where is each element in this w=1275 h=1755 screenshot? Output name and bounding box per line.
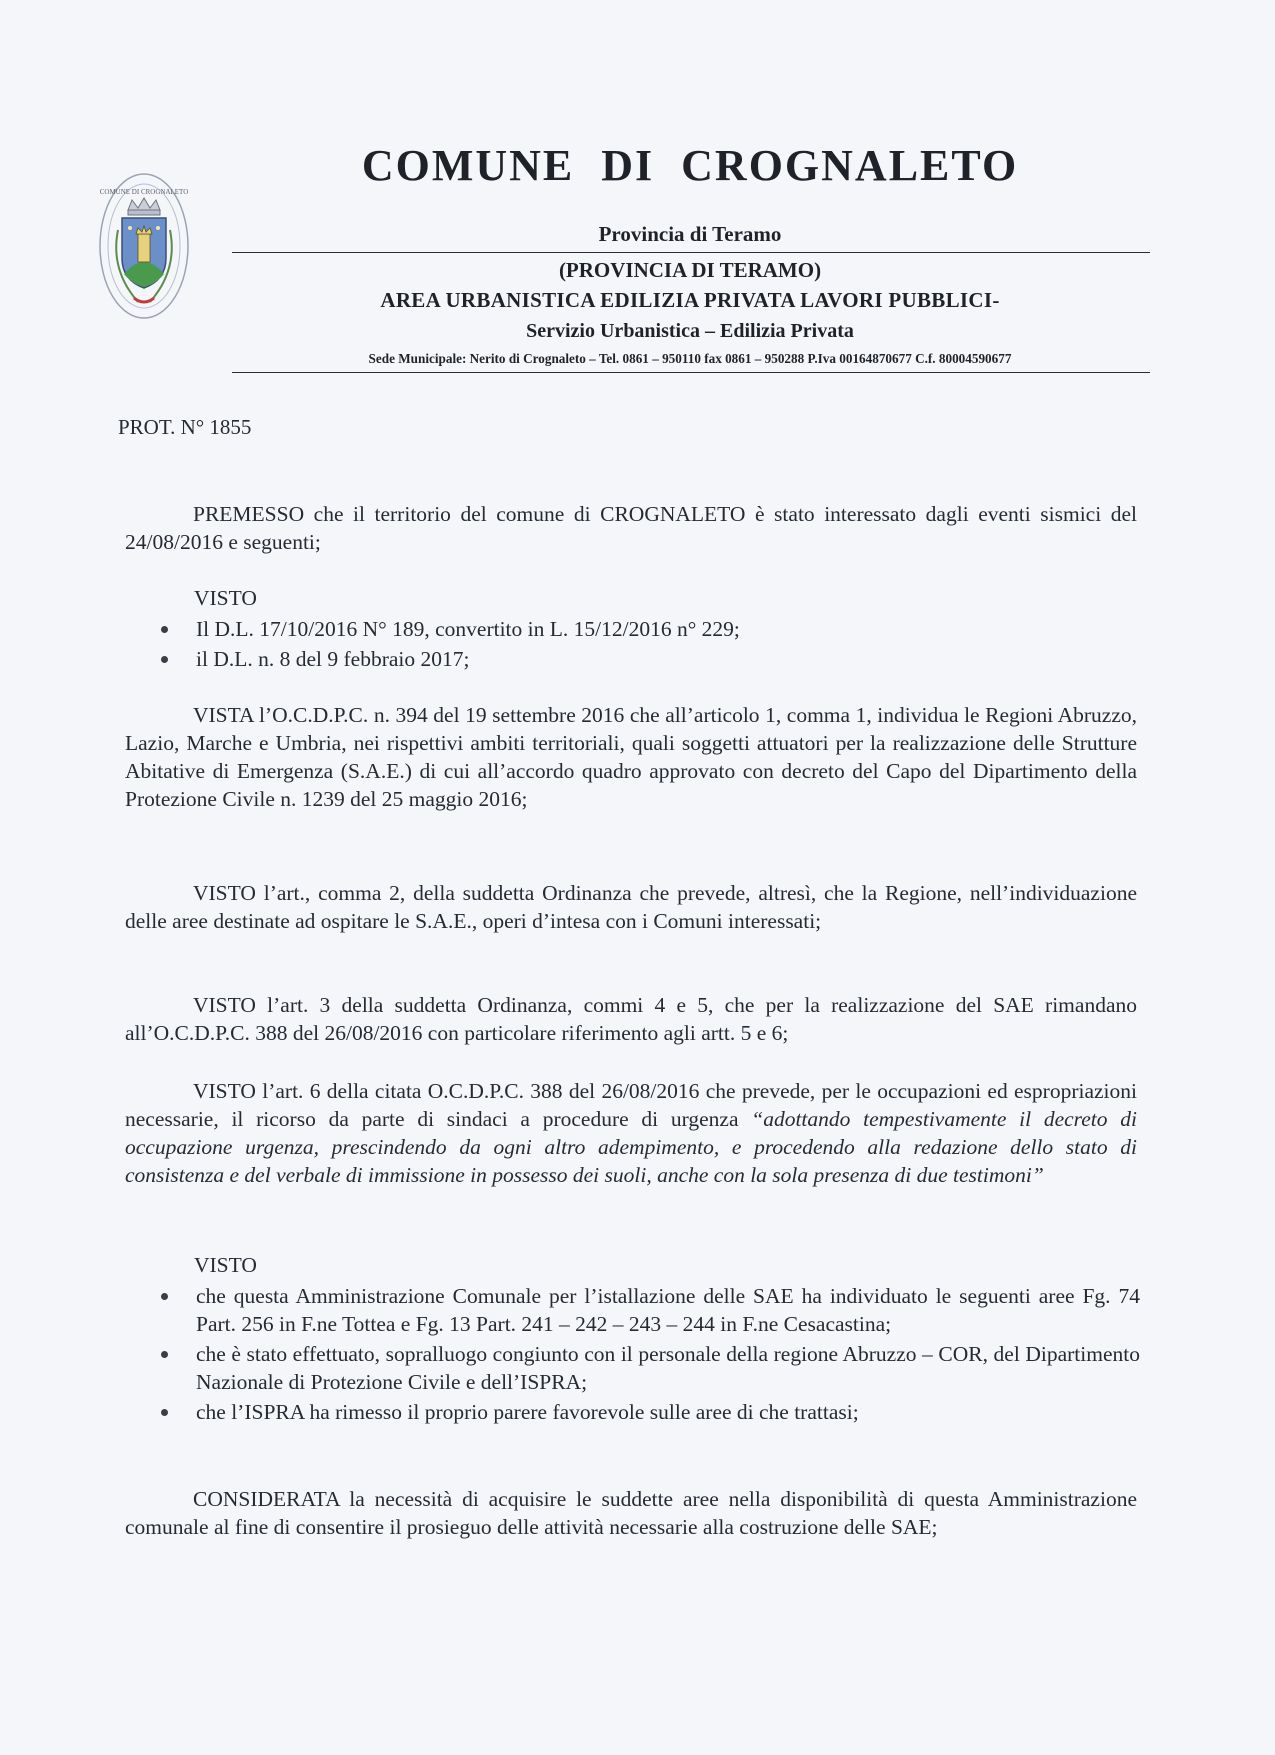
list-item: il D.L. n. 8 del 9 febbraio 2017; — [160, 645, 1140, 673]
list-item: che è stato effettuato, sopralluogo congiunto con il personale della regione Abruzzo – COR, del Dipartimento Nazionale di Protezione Civile e dell’ISPRA; — [160, 1340, 1140, 1396]
art6-quote: “adottando tempestivamente il decreto di occupazione urgenza, prescindendo da ogni altro adempimento, e procedendo alla redazione dello stato di consistenza e del verbale di immissione in possesso dei suoli, anche con la sola presenza di due testimoni” — [125, 1107, 1137, 1187]
province-line: Provincia di Teramo — [598, 222, 782, 246]
service-line: Servizio Urbanistica – Edilizia Privata — [526, 320, 854, 342]
visto-list-1 — [160, 615, 1140, 675]
list-item: che l’ISPRA ha rimesso il proprio parere favorevole sulle aree di che trattasi; — [160, 1398, 1140, 1426]
considerata-paragraph: CONSIDERATA la necessità di acquisire le suddette aree nella disponibilità di questa Amministrazione comunale al fine di consentire il prosieguo delle attività necessarie alla costruzione delle SAE; — [125, 1487, 1137, 1539]
svg-text:COMUNE DI CROGNALETO: COMUNE DI CROGNALETO — [99, 188, 189, 196]
municipality-title: COMUNE DI CROGNALETO — [361, 141, 1019, 190]
header-divider-bottom — [232, 372, 1150, 373]
address-line: Sede Municipale: Nerito di Crognaleto – Tel. 0861 – 950110 fax 0861 – 950288 P.Iva 00164870677 C.f. 80004590677 — [368, 351, 1012, 366]
list-item: Il D.L. 17/10/2016 N° 189, convertito in L. 15/12/2016 n° 229; — [160, 615, 1140, 643]
province-caps-line: (PROVINCIA DI TERAMO) — [558, 258, 822, 282]
list-item: che questa Amministrazione Comunale per l’istallazione delle SAE ha individuato le seguenti aree Fg. 74 Part. 256 in F.ne Tottea e Fg. 13 Part. 241 – 242 – 243 – 244 in F.ne Cesacastina; — [160, 1282, 1140, 1338]
vista-ocdpc-paragraph: VISTA l’O.C.D.P.C. n. 394 del 19 settembre 2016 che all’articolo 1, comma 1, individua le Regioni Abruzzo, Lazio, Marche e Umbria, nei rispettivi ambiti territoriali, quali soggetti attuatori per la realizzazione delle Strutture Abitative di Emergenza (S.A.E.) di cui all’accordo quadro approvato con decreto del Capo del Dipartimento della Protezione Civile n. 1239 del 25 maggio 2016; — [125, 703, 1137, 811]
visto-art3-paragraph: VISTO l’art. 3 della suddetta Ordinanza, commi 4 e 5, che per la realizzazione del SAE rimandano all’O.C.D.P.C. 388 del 26/08/2016 con particolare riferimento agli artt. 5 e 6; — [125, 993, 1137, 1045]
area-line: AREA URBANISTICA EDILIZIA PRIVATA LAVORI PUBBLICI- — [380, 288, 1000, 312]
visto-comma2-paragraph: VISTO l’art., comma 2, della suddetta Ordinanza che prevede, altresì, che la Regione, nell’individuazione delle aree destinate ad ospitare le S.A.E., operi d’intesa con i Comuni interessati; — [125, 881, 1137, 933]
visto-heading-1: VISTO — [194, 586, 257, 610]
municipal-crest-icon — [98, 170, 190, 322]
visto-list-2 — [160, 1282, 1140, 1428]
header-divider-top — [232, 252, 1150, 253]
premesso-paragraph: PREMESSO che il territorio del comune di CROGNALETO è stato interessato dagli eventi sismici del 24/08/2016 e seguenti; — [125, 502, 1137, 554]
visto-heading-2: VISTO — [194, 1253, 257, 1277]
protocol-number: PROT. N° 1855 — [118, 415, 252, 439]
visto-art6-paragraph: VISTO l’art. 6 della citata O.C.D.P.C. 388 del 26/08/2016 che prevede, per le occupazioni ed espropriazioni necessarie, il ricorso da parte di sindaci a procedure di urgenza “adottando tempestivamente il decreto di occupazione urgenza, prescindendo da ogni altro adempimento, e procedendo alla redazione dello stato di consistenza e del verbale di immissione in possesso dei suoli, anche con la sola presenza di due testimoni” — [125, 1079, 1137, 1187]
